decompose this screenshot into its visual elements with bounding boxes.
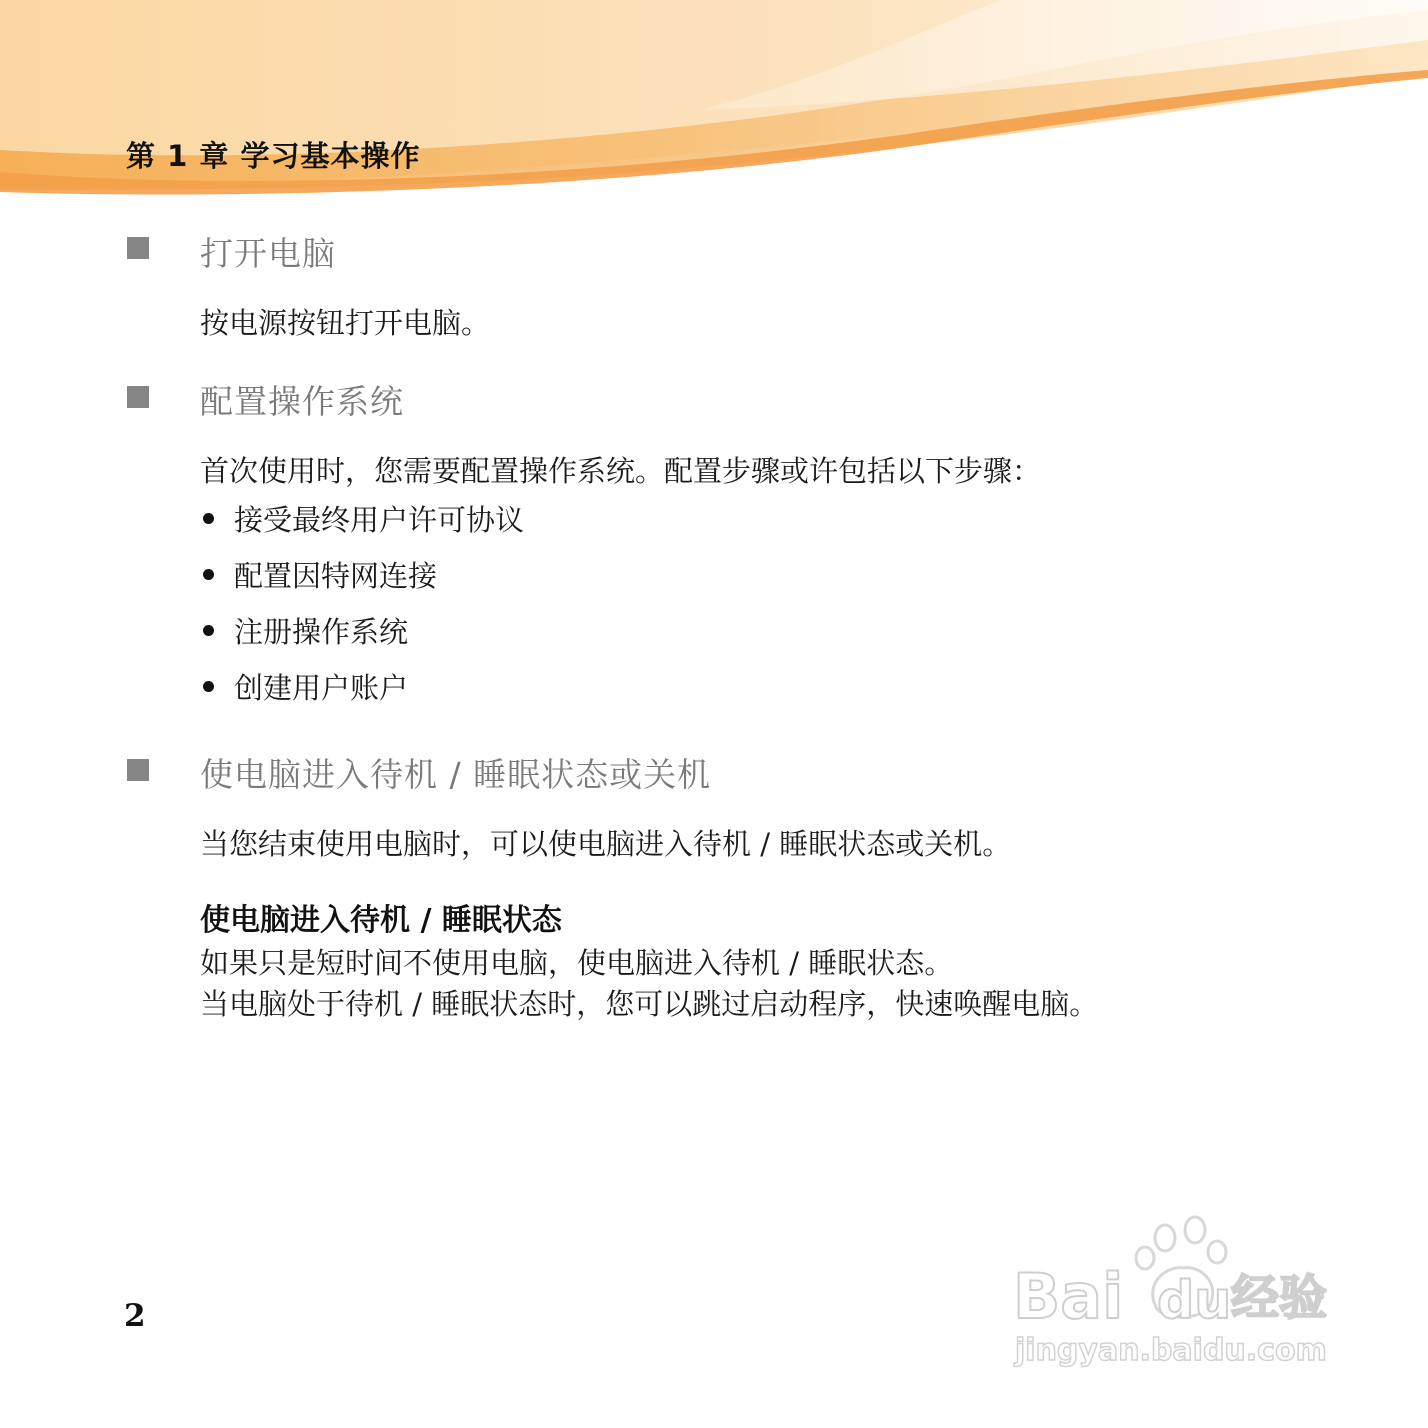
subsection-line: 如果只是短时间不使用电脑，使电脑进入待机 / 睡眠状态。 <box>200 946 954 980</box>
section-body-power-on: 按电源按钮打开电脑。 <box>200 306 491 340</box>
bullet-icon <box>203 681 214 692</box>
subsection-heading-standby: 使电脑进入待机 / 睡眠状态 <box>200 903 562 938</box>
section-marker-icon <box>127 386 149 408</box>
chapter-title: 第 1 章 学习基本操作 <box>126 139 421 173</box>
bullet-icon <box>203 569 214 580</box>
svg-text:Bai: Bai <box>1013 1260 1124 1333</box>
section-body-configure-os: 首次使用时，您需要配置操作系统。配置步骤或许包括以下步骤： <box>200 454 1042 488</box>
section-heading-power-on: 打开电脑 <box>200 234 336 273</box>
section-body-standby-shutdown: 当您结束使用电脑时，可以使电脑进入待机 / 睡眠状态或关机。 <box>200 827 1012 861</box>
page-number: 2 <box>124 1298 146 1334</box>
subsection-line: 当电脑处于待机 / 睡眠状态时，您可以跳过启动程序，快速唤醒电脑。 <box>200 987 1099 1021</box>
section-heading-configure-os: 配置操作系统 <box>200 382 404 421</box>
svg-text:jingyan.baidu.com: jingyan.baidu.com <box>1015 1333 1327 1368</box>
section-marker-icon <box>127 759 149 781</box>
svg-text:经验: 经验 <box>1231 1270 1328 1326</box>
bullet-icon <box>203 513 214 524</box>
section-heading-standby-shutdown: 使电脑进入待机 / 睡眠状态或关机 <box>200 755 712 794</box>
section-marker-icon <box>127 237 149 259</box>
svg-text:du: du <box>1157 1271 1232 1331</box>
bullet-icon <box>203 625 214 636</box>
baidu-jingyan-watermark-logo <box>1005 1210 1350 1375</box>
